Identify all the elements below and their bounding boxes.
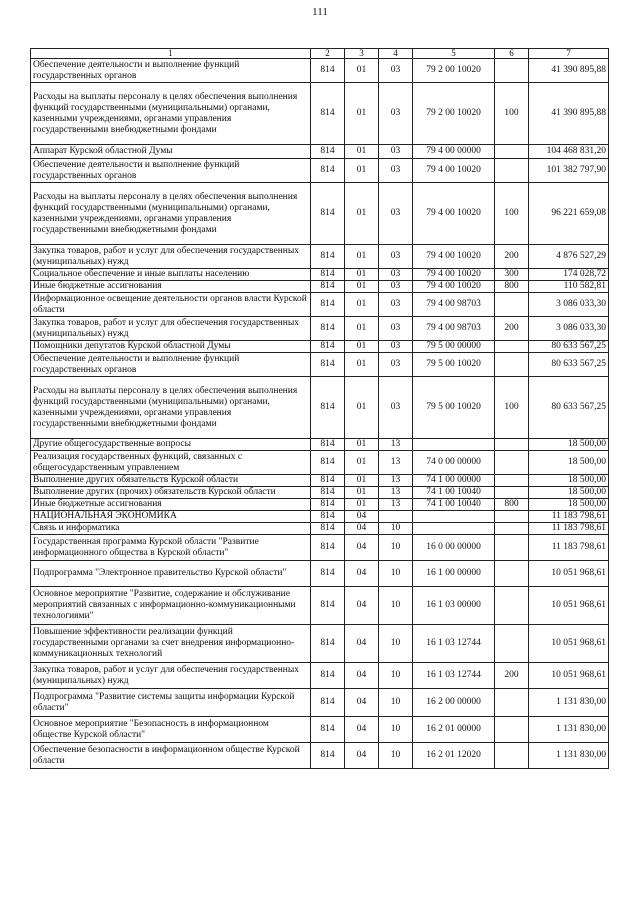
row-grbs: 814 — [311, 487, 345, 499]
row-amount: 110 582,81 — [529, 281, 609, 293]
row-amount: 174 028,72 — [529, 269, 609, 281]
row-grbs: 814 — [311, 83, 345, 145]
row-grbs: 814 — [311, 689, 345, 717]
row-expense-type — [495, 439, 529, 451]
row-name: Иные бюджетные ассигнования — [31, 499, 311, 511]
row-name: Основное мероприятие "Развитие, содержание и обслуживание мероприятий связанных с информационно-коммуникационными технологиями" — [31, 587, 311, 625]
row-amount: 10 051 968,61 — [529, 561, 609, 587]
table-row — [31, 625, 609, 663]
row-grbs: 814 — [311, 59, 345, 83]
row-name: Информационное освещение деятельности органов власти Курской области — [31, 293, 311, 317]
row-amount: 1 131 830,00 — [529, 743, 609, 769]
row-section: 04 — [345, 561, 379, 587]
row-section: 04 — [345, 625, 379, 663]
row-expense-type — [495, 487, 529, 499]
table-row — [31, 717, 609, 743]
table-row — [31, 281, 609, 293]
row-amount: 96 221 659,08 — [529, 183, 609, 245]
row-expense-type — [495, 353, 529, 377]
row-section: 01 — [345, 439, 379, 451]
row-expense-type — [495, 689, 529, 717]
row-subsection: 10 — [379, 743, 413, 769]
table-row — [31, 317, 609, 341]
row-subsection: 13 — [379, 475, 413, 487]
row-subsection: 10 — [379, 523, 413, 535]
row-grbs: 814 — [311, 625, 345, 663]
table-row — [31, 341, 609, 353]
row-section: 01 — [345, 281, 379, 293]
row-section: 04 — [345, 743, 379, 769]
row-name: Расходы на выплаты персоналу в целях обеспечения выполнения функций государственными (муниципальными) органами, казенными учреждениями, органами управления государственными внебюджетными фондами — [31, 83, 311, 145]
row-subsection: 03 — [379, 83, 413, 145]
row-expense-type: 200 — [495, 317, 529, 341]
row-section: 01 — [345, 317, 379, 341]
row-amount: 18 500,00 — [529, 451, 609, 475]
row-section: 01 — [345, 377, 379, 439]
row-name: Обеспечение деятельности и выполнение функций государственных органов — [31, 59, 311, 83]
row-grbs: 814 — [311, 717, 345, 743]
row-grbs: 814 — [311, 535, 345, 561]
row-name: Социальное обеспечение и иные выплаты населению — [31, 269, 311, 281]
row-grbs: 814 — [311, 743, 345, 769]
row-section: 04 — [345, 689, 379, 717]
table-row — [31, 159, 609, 183]
row-target-article: 79 5 00 00000 — [413, 341, 495, 353]
row-target-article: 79 2 00 10020 — [413, 59, 495, 83]
row-amount: 41 390 895,88 — [529, 83, 609, 145]
table-row — [31, 689, 609, 717]
row-name: Обеспечение деятельности и выполнение функций государственных органов — [31, 353, 311, 377]
table-row — [31, 451, 609, 475]
row-target-article — [413, 439, 495, 451]
row-grbs: 814 — [311, 353, 345, 377]
row-expense-type: 100 — [495, 83, 529, 145]
table-row — [31, 145, 609, 159]
row-section: 01 — [345, 475, 379, 487]
row-grbs: 814 — [311, 183, 345, 245]
row-amount: 4 876 527,29 — [529, 245, 609, 269]
row-expense-type — [495, 535, 529, 561]
row-expense-type — [495, 145, 529, 159]
row-subsection: 13 — [379, 487, 413, 499]
row-target-article: 16 1 03 12744 — [413, 663, 495, 689]
row-amount: 1 131 830,00 — [529, 689, 609, 717]
row-amount: 80 633 567,25 — [529, 377, 609, 439]
column-header: 7 — [529, 49, 609, 59]
table-row — [31, 663, 609, 689]
page-number: 111 — [312, 6, 328, 18]
row-name: Основное мероприятие "Безопасность в информационном обществе Курской области" — [31, 717, 311, 743]
row-name: Обеспечение деятельности и выполнение функций государственных органов — [31, 159, 311, 183]
row-grbs: 814 — [311, 245, 345, 269]
row-subsection: 10 — [379, 561, 413, 587]
row-expense-type — [495, 475, 529, 487]
row-subsection: 03 — [379, 269, 413, 281]
row-expense-type — [495, 59, 529, 83]
row-expense-type — [495, 511, 529, 523]
row-grbs: 814 — [311, 159, 345, 183]
table-row — [31, 245, 609, 269]
row-subsection: 10 — [379, 717, 413, 743]
row-amount: 1 131 830,00 — [529, 717, 609, 743]
row-amount: 10 051 968,61 — [529, 587, 609, 625]
row-grbs: 814 — [311, 377, 345, 439]
row-target-article: 16 2 01 12020 — [413, 743, 495, 769]
row-name: Государственная программа Курской области "Развитие информационного общества в Курской области" — [31, 535, 311, 561]
row-target-article: 16 1 03 12744 — [413, 625, 495, 663]
row-amount: 11 183 798,61 — [529, 535, 609, 561]
row-section: 01 — [345, 451, 379, 475]
row-target-article: 16 1 00 00000 — [413, 561, 495, 587]
row-subsection: 03 — [379, 183, 413, 245]
row-name: Помощники депутатов Курской областной Думы — [31, 341, 311, 353]
row-section: 01 — [345, 269, 379, 281]
row-expense-type: 200 — [495, 245, 529, 269]
row-subsection: 03 — [379, 353, 413, 377]
row-section: 01 — [345, 245, 379, 269]
row-section: 01 — [345, 83, 379, 145]
row-grbs: 814 — [311, 499, 345, 511]
row-grbs: 814 — [311, 317, 345, 341]
row-name: Обеспечение безопасности в информационном обществе Курской области — [31, 743, 311, 769]
table-row — [31, 269, 609, 281]
column-header: 5 — [413, 49, 495, 59]
row-subsection: 10 — [379, 587, 413, 625]
row-name: Расходы на выплаты персоналу в целях обеспечения выполнения функций государственными (муниципальными) органами, казенными учреждениями, органами управления государственными внебюджетными фондами — [31, 377, 311, 439]
row-target-article: 74 1 00 10040 — [413, 487, 495, 499]
row-section: 01 — [345, 487, 379, 499]
row-name: Аппарат Курской областной Думы — [31, 145, 311, 159]
row-amount: 11 183 798,61 — [529, 511, 609, 523]
row-amount: 18 500,00 — [529, 487, 609, 499]
row-section: 04 — [345, 511, 379, 523]
row-subsection: 03 — [379, 341, 413, 353]
table-row — [31, 59, 609, 83]
row-amount: 11 183 798,61 — [529, 523, 609, 535]
row-expense-type — [495, 159, 529, 183]
column-header: 4 — [379, 49, 413, 59]
row-grbs: 814 — [311, 587, 345, 625]
row-subsection: 10 — [379, 663, 413, 689]
budget-table — [30, 48, 609, 769]
row-section: 01 — [345, 499, 379, 511]
row-grbs: 814 — [311, 281, 345, 293]
row-amount: 18 500,00 — [529, 439, 609, 451]
table-row — [31, 743, 609, 769]
row-subsection: 03 — [379, 377, 413, 439]
row-name: Закупка товаров, работ и услуг для обеспечения государственных (муниципальных) нужд — [31, 663, 311, 689]
row-expense-type: 100 — [495, 183, 529, 245]
row-name: НАЦИОНАЛЬНАЯ ЭКОНОМИКА — [31, 511, 311, 523]
table-row — [31, 439, 609, 451]
row-section: 01 — [345, 159, 379, 183]
row-subsection: 10 — [379, 625, 413, 663]
row-target-article: 79 4 00 98703 — [413, 317, 495, 341]
row-name: Подпрограмма "Развитие системы защиты информации Курской области" — [31, 689, 311, 717]
table-row — [31, 475, 609, 487]
row-expense-type: 800 — [495, 281, 529, 293]
row-expense-type — [495, 293, 529, 317]
row-section: 01 — [345, 353, 379, 377]
row-amount: 101 382 797,90 — [529, 159, 609, 183]
table-row — [31, 487, 609, 499]
row-amount: 3 086 033,30 — [529, 293, 609, 317]
row-grbs: 814 — [311, 523, 345, 535]
row-target-article: 79 4 00 98703 — [413, 293, 495, 317]
row-subsection: 03 — [379, 293, 413, 317]
row-expense-type — [495, 717, 529, 743]
row-name: Реализация государственных функций, связанных с общегосударственным управлением — [31, 451, 311, 475]
row-amount: 80 633 567,25 — [529, 353, 609, 377]
row-subsection: 10 — [379, 689, 413, 717]
row-target-article: 79 4 00 10020 — [413, 281, 495, 293]
row-amount: 10 051 968,61 — [529, 625, 609, 663]
row-target-article: 79 4 00 00000 — [413, 145, 495, 159]
row-target-article: 79 4 00 10020 — [413, 245, 495, 269]
row-amount: 41 390 895,88 — [529, 59, 609, 83]
row-section: 01 — [345, 341, 379, 353]
row-amount: 10 051 968,61 — [529, 663, 609, 689]
row-section: 01 — [345, 183, 379, 245]
row-name: Подпрограмма "Электронное правительство Курской области" — [31, 561, 311, 587]
row-expense-type: 200 — [495, 663, 529, 689]
column-header: 3 — [345, 49, 379, 59]
column-header: 1 — [31, 49, 311, 59]
row-grbs: 814 — [311, 511, 345, 523]
row-subsection — [379, 511, 413, 523]
row-name: Другие общегосударственные вопросы — [31, 439, 311, 451]
row-target-article: 79 4 00 10020 — [413, 183, 495, 245]
row-subsection: 13 — [379, 499, 413, 511]
row-subsection: 03 — [379, 159, 413, 183]
row-section: 04 — [345, 535, 379, 561]
row-target-article: 74 1 00 10040 — [413, 499, 495, 511]
table-row — [31, 499, 609, 511]
row-name: Связь и информатика — [31, 523, 311, 535]
table-row — [31, 561, 609, 587]
row-subsection: 13 — [379, 451, 413, 475]
row-section: 04 — [345, 717, 379, 743]
row-subsection: 03 — [379, 245, 413, 269]
row-name: Закупка товаров, работ и услуг для обеспечения государственных (муниципальных) нужд — [31, 317, 311, 341]
table-row — [31, 183, 609, 245]
row-expense-type — [495, 561, 529, 587]
row-grbs: 814 — [311, 561, 345, 587]
row-grbs: 814 — [311, 293, 345, 317]
table-row — [31, 535, 609, 561]
row-target-article: 79 5 00 10020 — [413, 377, 495, 439]
row-subsection: 13 — [379, 439, 413, 451]
row-name: Расходы на выплаты персоналу в целях обеспечения выполнения функций государственными (муниципальными) органами, казенными учреждениями, органами управления государственными внебюджетными фондами — [31, 183, 311, 245]
row-section: 01 — [345, 293, 379, 317]
row-grbs: 814 — [311, 341, 345, 353]
row-section: 01 — [345, 145, 379, 159]
row-section: 04 — [345, 587, 379, 625]
table-row — [31, 587, 609, 625]
table-row — [31, 523, 609, 535]
row-name: Выполнение других (прочих) обязательств Курской области — [31, 487, 311, 499]
table-row — [31, 511, 609, 523]
row-expense-type — [495, 523, 529, 535]
row-subsection: 03 — [379, 145, 413, 159]
row-expense-type — [495, 743, 529, 769]
row-target-article: 79 4 00 10020 — [413, 159, 495, 183]
table-row — [31, 353, 609, 377]
row-target-article: 74 1 00 00000 — [413, 475, 495, 487]
row-target-article: 79 5 00 10020 — [413, 353, 495, 377]
row-expense-type — [495, 625, 529, 663]
row-grbs: 814 — [311, 475, 345, 487]
column-header-row — [31, 49, 609, 59]
row-section: 04 — [345, 523, 379, 535]
row-target-article: 79 2 00 10020 — [413, 83, 495, 145]
row-target-article: 16 0 00 00000 — [413, 535, 495, 561]
row-target-article: 79 4 00 10020 — [413, 269, 495, 281]
row-target-article: 16 2 00 00000 — [413, 689, 495, 717]
row-grbs: 814 — [311, 269, 345, 281]
row-subsection: 03 — [379, 317, 413, 341]
row-expense-type: 300 — [495, 269, 529, 281]
row-name: Иные бюджетные ассигнования — [31, 281, 311, 293]
column-header: 2 — [311, 49, 345, 59]
row-subsection: 10 — [379, 535, 413, 561]
row-name: Закупка товаров, работ и услуг для обеспечения государственных (муниципальных) нужд — [31, 245, 311, 269]
row-grbs: 814 — [311, 145, 345, 159]
table-row — [31, 377, 609, 439]
row-target-article: 16 2 01 00000 — [413, 717, 495, 743]
row-expense-type: 800 — [495, 499, 529, 511]
row-expense-type — [495, 587, 529, 625]
row-target-article: 16 1 03 00000 — [413, 587, 495, 625]
row-target-article — [413, 511, 495, 523]
row-grbs: 814 — [311, 439, 345, 451]
table-row — [31, 293, 609, 317]
row-expense-type — [495, 341, 529, 353]
row-name: Выполнение других обязательств Курской области — [31, 475, 311, 487]
table-row — [31, 83, 609, 145]
row-grbs: 814 — [311, 663, 345, 689]
row-amount: 3 086 033,30 — [529, 317, 609, 341]
row-amount: 80 633 567,25 — [529, 341, 609, 353]
row-amount: 18 500,00 — [529, 475, 609, 487]
row-amount: 104 468 831,20 — [529, 145, 609, 159]
column-header: 6 — [495, 49, 529, 59]
row-target-article: 74 0 00 00000 — [413, 451, 495, 475]
row-grbs: 814 — [311, 451, 345, 475]
row-subsection: 03 — [379, 59, 413, 83]
row-section: 01 — [345, 59, 379, 83]
row-section: 04 — [345, 663, 379, 689]
row-target-article — [413, 523, 495, 535]
row-subsection: 03 — [379, 281, 413, 293]
row-name: Повышение эффективности реализации функций государственными органами за счет внедрения информационно-коммуникационных технологий — [31, 625, 311, 663]
row-expense-type — [495, 451, 529, 475]
row-expense-type: 100 — [495, 377, 529, 439]
row-amount: 18 500,00 — [529, 499, 609, 511]
